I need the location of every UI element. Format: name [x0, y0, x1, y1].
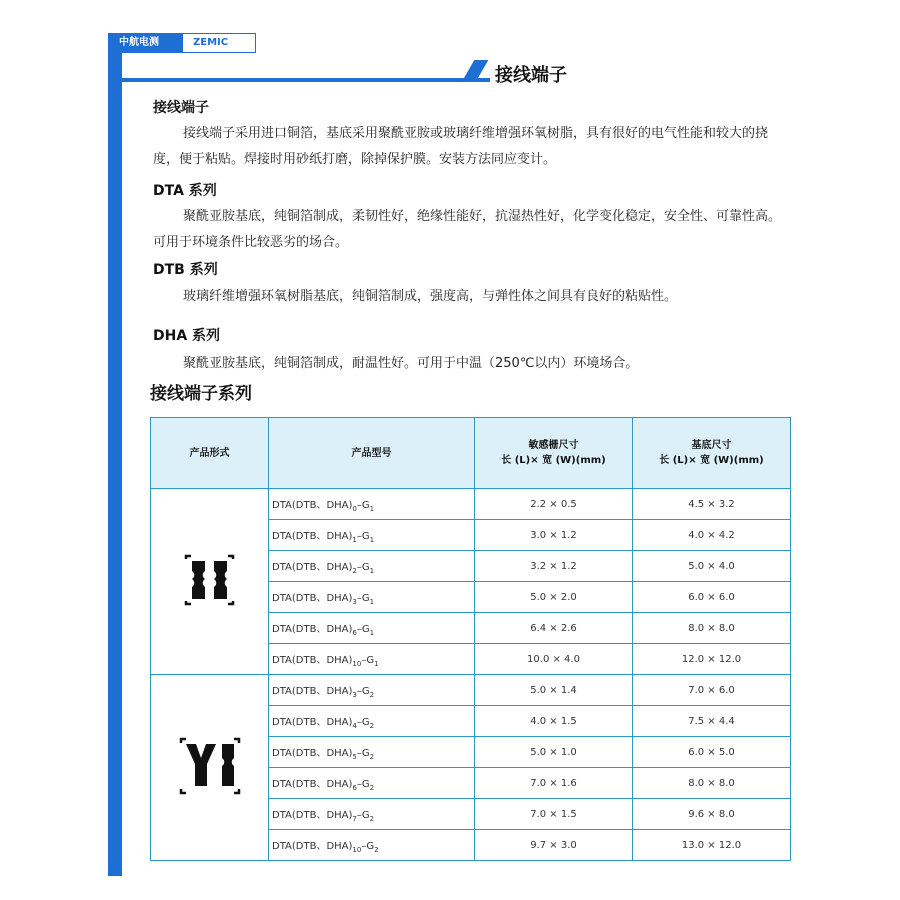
model-suffix: –G	[356, 747, 370, 759]
brand-cn: 中航电测	[109, 34, 183, 52]
model-sub: 0	[352, 504, 357, 513]
grid-size-cell: 3.2 × 1.2	[475, 551, 633, 582]
grid-size-cell: 6.4 × 2.6	[475, 613, 633, 644]
product-form-cell	[151, 675, 269, 861]
model-prefix: DTA(DTB、DHA)	[272, 654, 353, 666]
base-size-cell: 7.5 × 4.4	[633, 706, 791, 737]
model-sub: 3	[352, 690, 357, 699]
model-cell	[269, 551, 475, 582]
grid-size-cell: 5.0 × 1.0	[475, 737, 633, 768]
dta-text: 聚酰亚胺基底，纯铜箔制成，柔韧性好，绝缘性能好，抗湿热性好，化学变化稳定，安全性、可靠性高。可用于环境条件比较恶劣的场合。	[153, 209, 782, 250]
table-header-row	[151, 418, 791, 489]
grid-size-cell: 5.0 × 1.4	[475, 675, 633, 706]
model-sub: 2	[352, 566, 357, 575]
model-prefix: DTA(DTB、DHA)	[272, 747, 353, 759]
header-base-size	[633, 418, 791, 489]
model-prefix: DTA(DTB、DHA)	[272, 840, 353, 852]
model-suffix: –G	[361, 840, 375, 852]
grid-size-cell: 7.0 × 1.6	[475, 768, 633, 799]
model-suffix: –G	[356, 561, 370, 573]
suffix-sub: 2	[374, 845, 379, 854]
model-sub: 4	[352, 721, 357, 730]
base-size-cell: 12.0 × 12.0	[633, 644, 791, 675]
base-size-cell: 7.0 × 6.0	[633, 675, 791, 706]
base-size-cell: 4.0 × 4.2	[633, 520, 791, 551]
product-form-cell	[151, 489, 269, 675]
model-prefix: DTA(DTB、DHA)	[272, 530, 353, 542]
base-size-cell: 6.0 × 5.0	[633, 737, 791, 768]
model-cell	[269, 768, 475, 799]
intro-heading: 接线端子	[153, 100, 209, 116]
model-prefix: DTA(DTB、DHA)	[272, 623, 353, 635]
base-size-cell: 13.0 × 12.0	[633, 830, 791, 861]
model-sub: 1	[352, 535, 357, 544]
grid-size-cell: 10.0 × 4.0	[475, 644, 633, 675]
base-size-cell: 5.0 × 4.0	[633, 551, 791, 582]
model-sub: 3	[352, 597, 357, 606]
suffix-sub: 2	[369, 721, 375, 730]
dha-text: 聚酰亚胺基底，纯铜箔制成，耐温性好。可用于中温（250℃以内）环境场合。	[183, 356, 639, 371]
model-prefix: DTA(DTB、DHA)	[272, 592, 353, 604]
model-suffix: –G	[356, 499, 370, 511]
model-suffix: –G	[356, 809, 370, 821]
suffix-sub: 1	[369, 504, 375, 513]
model-cell	[269, 799, 475, 830]
left-accent-bar	[108, 52, 122, 876]
header-form: 产品形式	[151, 418, 269, 489]
model-prefix: DTA(DTB、DHA)	[272, 809, 353, 821]
model-sub: 10	[352, 659, 362, 668]
table-row	[151, 675, 791, 706]
suffix-sub: 1	[369, 628, 375, 637]
title-rule	[108, 78, 490, 82]
header-base-line1: 基底尺寸	[691, 440, 732, 451]
page-title: 接线端子	[495, 65, 567, 86]
model-cell	[269, 675, 475, 706]
model-prefix: DTA(DTB、DHA)	[272, 499, 353, 511]
base-size-cell: 9.6 × 8.0	[633, 799, 791, 830]
model-suffix: –G	[361, 654, 375, 666]
model-cell	[269, 737, 475, 768]
dtb-text: 玻璃纤维增强环氧树脂基底，纯铜箔制成，强度高，与弹性体之间具有良好的粘贴性。	[183, 289, 678, 304]
suffix-sub: 2	[369, 814, 375, 823]
model-cell	[269, 489, 475, 520]
grid-size-cell: 5.0 × 2.0	[475, 582, 633, 613]
dta-heading: DTA 系列	[153, 183, 217, 199]
grid-size-cell: 3.0 × 1.2	[475, 520, 633, 551]
suffix-sub: 1	[369, 597, 375, 606]
model-cell	[269, 520, 475, 551]
suffix-sub: 1	[369, 566, 375, 575]
suffix-sub: 2	[369, 783, 375, 792]
model-prefix: DTA(DTB、DHA)	[272, 685, 353, 697]
model-sub: 7	[352, 814, 357, 823]
base-size-cell: 8.0 × 8.0	[633, 613, 791, 644]
model-sub: 6	[352, 628, 357, 637]
base-size-cell: 8.0 × 8.0	[633, 768, 791, 799]
header-grid-line2: 长 (L)× 宽 (W)(mm)	[501, 455, 606, 466]
header-grid-line1: 敏感栅尺寸	[528, 440, 579, 451]
model-suffix: –G	[356, 623, 370, 635]
header-base-line2: 长 (L)× 宽 (W)(mm)	[659, 455, 764, 466]
grid-size-cell: 2.2 × 0.5	[475, 489, 633, 520]
base-size-cell: 6.0 × 6.0	[633, 582, 791, 613]
model-cell	[269, 830, 475, 861]
model-cell	[269, 644, 475, 675]
model-suffix: –G	[356, 716, 370, 728]
model-suffix: –G	[356, 592, 370, 604]
suffix-sub: 2	[369, 752, 375, 761]
model-sub: 5	[352, 752, 357, 761]
intro-text: 接线端子采用进口铜箔，基底采用聚酰亚胺或玻璃纤维增强环氧树脂，具有很好的电气性能和较大的挠度，便于粘贴。焊接时用砂纸打磨，除掉保护膜。安装方法同应变计。	[153, 126, 769, 167]
model-prefix: DTA(DTB、DHA)	[272, 716, 353, 728]
suffix-sub: 2	[369, 690, 375, 699]
model-sub: 10	[352, 845, 362, 854]
table-row	[151, 489, 791, 520]
grid-size-cell: 4.0 × 1.5	[475, 706, 633, 737]
grid-size-cell: 9.7 × 3.0	[475, 830, 633, 861]
terminal-spec-table	[150, 417, 791, 861]
model-suffix: –G	[356, 778, 370, 790]
dha-heading: DHA 系列	[153, 328, 221, 344]
header-grid-size	[475, 418, 633, 489]
model-cell	[269, 582, 475, 613]
brand-tag	[108, 33, 256, 53]
suffix-sub: 1	[374, 659, 379, 668]
model-cell	[269, 613, 475, 644]
yi-terminal-icon	[178, 788, 242, 799]
model-prefix: DTA(DTB、DHA)	[272, 561, 353, 573]
brand-en: ZEMIC	[183, 34, 255, 52]
model-suffix: –G	[356, 685, 370, 697]
suffix-sub: 1	[369, 535, 375, 544]
dtb-heading: DTB 系列	[153, 262, 218, 278]
model-prefix: DTA(DTB、DHA)	[272, 778, 353, 790]
ii-terminal-icon	[182, 599, 238, 610]
model-cell	[269, 706, 475, 737]
base-size-cell: 4.5 × 3.2	[633, 489, 791, 520]
model-sub: 6	[352, 783, 357, 792]
model-suffix: –G	[356, 530, 370, 542]
header-model: 产品型号	[269, 418, 475, 489]
grid-size-cell: 7.0 × 1.5	[475, 799, 633, 830]
table-title: 接线端子系列	[150, 384, 252, 404]
